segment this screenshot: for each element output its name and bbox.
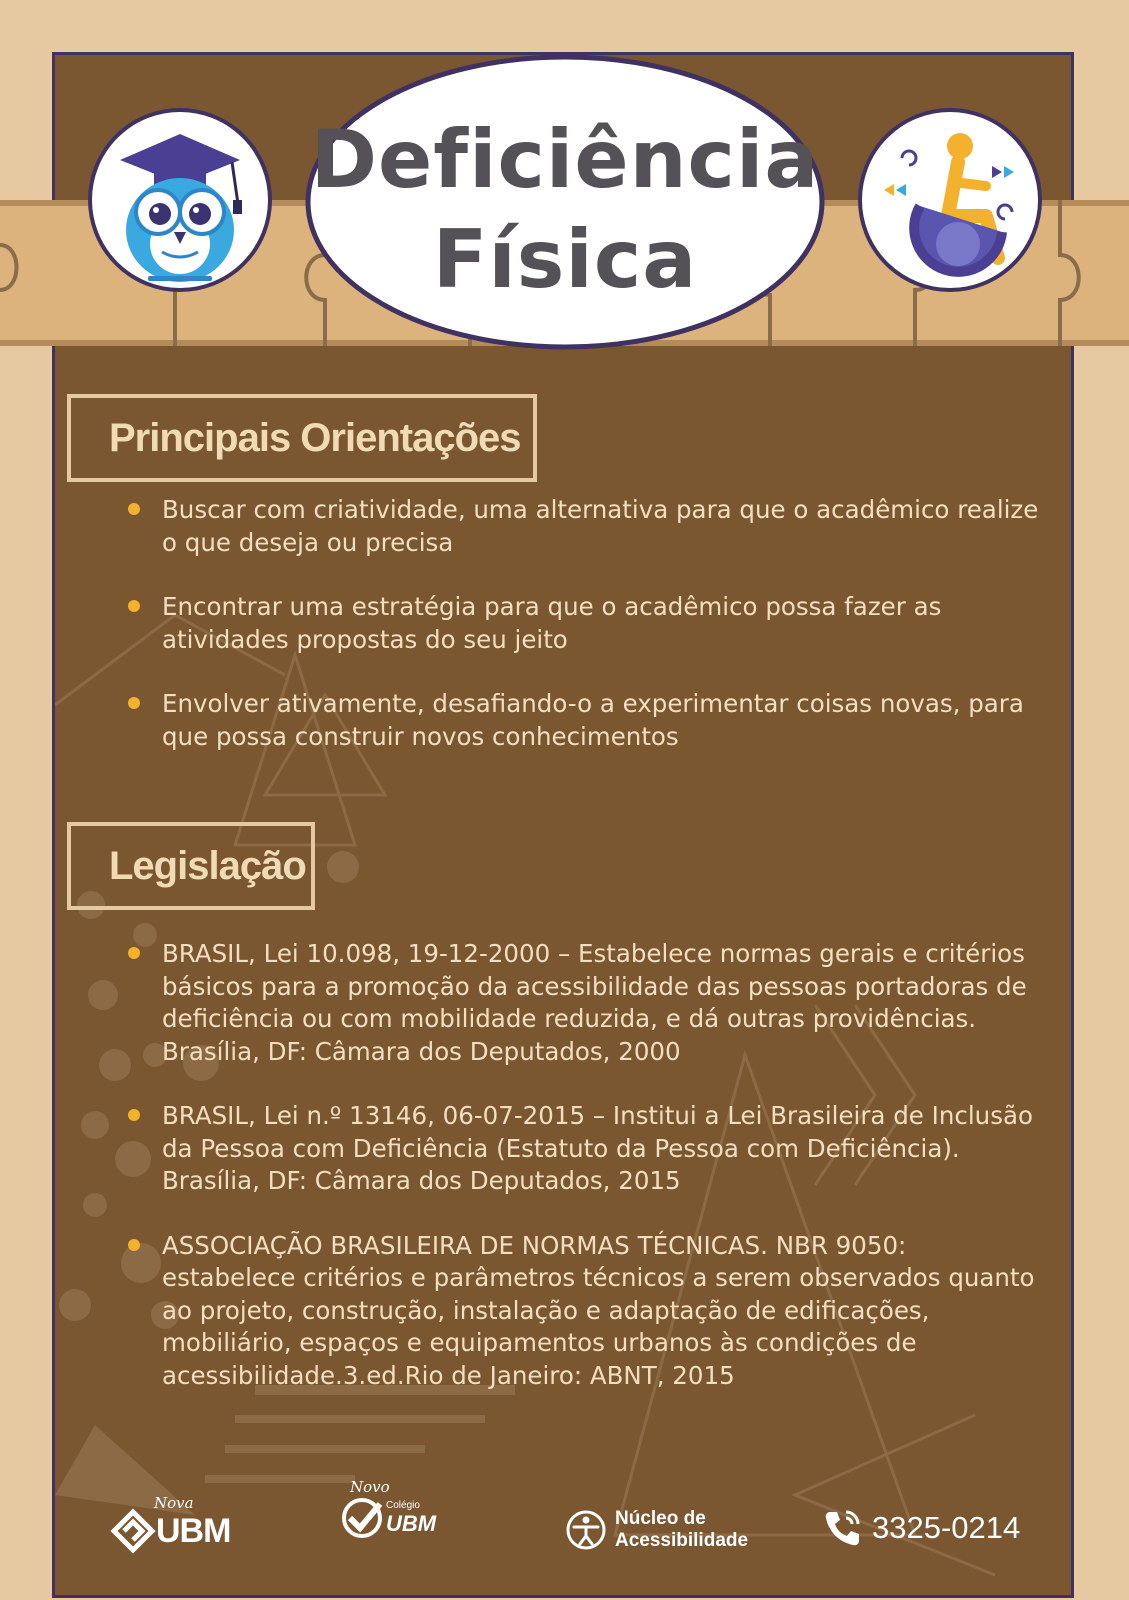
list-item: Encontrar uma estratégia para que o acadêmico possa fazer as atividades propostas do seu jeito <box>126 591 1046 656</box>
list-item: Buscar com criatividade, uma alternativa para que o acadêmico realize o que deseja ou precisa <box>126 494 1046 559</box>
nucleo-line-1: Núcleo de <box>615 1508 706 1529</box>
page-title <box>300 110 830 310</box>
owl-graduation-cap-icon <box>88 108 272 292</box>
nova-ubm-name: UBM <box>156 1511 231 1550</box>
list-item: Envolver ativamente, desafiando-o a experimentar coisas novas, para que possa construir novos conhecimentos <box>126 688 1046 753</box>
phone-number: 3325-0214 <box>872 1510 1021 1545</box>
nucleo-line-2: Acessibilidade <box>615 1530 749 1551</box>
section-heading-orientacoes: Principais Orientações <box>67 394 537 482</box>
novo-script: Novo <box>350 1478 390 1496</box>
ubm-diamond-icon <box>110 1508 156 1554</box>
list-item: ASSOCIAÇÃO BRASILEIRA DE NORMAS TÉCNICAS. NBR 9050: estabelece critérios e parâmetros técnicos a serem observados quanto ao projeto, construção, instalação e adaptação de edificações, mobiliário, espaços e equipamentos urbanos às condições de acessibilidade.3.ed.Rio de Janeiro: ABNT, 2015 <box>126 1230 1046 1393</box>
colegio-ubm-name: UBM <box>386 1510 437 1536</box>
title-line-2: Física <box>432 213 698 306</box>
nucleo-acessibilidade-logo <box>565 1508 748 1552</box>
checkmark-icon <box>340 1496 384 1540</box>
section-heading-legislacao: Legislação <box>67 822 315 910</box>
list-item: BRASIL, Lei n.º 13146, 06-07-2015 – Institui a Lei Brasileira de Inclusão da Pessoa com Deficiência (Estatuto da Pessoa com Deficiência). Brasília, DF: Câmara dos Deputados, 2015 <box>126 1100 1046 1198</box>
title-line-1: Deficiência <box>310 113 820 206</box>
legislacao-list <box>126 938 1046 1424</box>
colegio-ubm-logo <box>340 1478 436 1540</box>
list-item: BRASIL, Lei 10.098, 19-12-2000 – Estabelece normas gerais e critérios básicos para a promoção da acessibilidade das pessoas portadoras de deficiência ou com mobilidade reduzida, e dá outras providências. Brasília, DF: Câmara dos Deputados, 2000 <box>126 938 1046 1068</box>
nova-ubm-logo <box>110 1494 231 1554</box>
phone-icon <box>822 1508 862 1548</box>
colegio-small: Colégio <box>386 1499 420 1511</box>
wheelchair-icon <box>858 108 1042 292</box>
phone-contact <box>822 1508 1020 1548</box>
nova-script: Nova <box>154 1494 194 1512</box>
orientacoes-list <box>126 494 1046 785</box>
accessibility-person-icon <box>565 1509 607 1551</box>
